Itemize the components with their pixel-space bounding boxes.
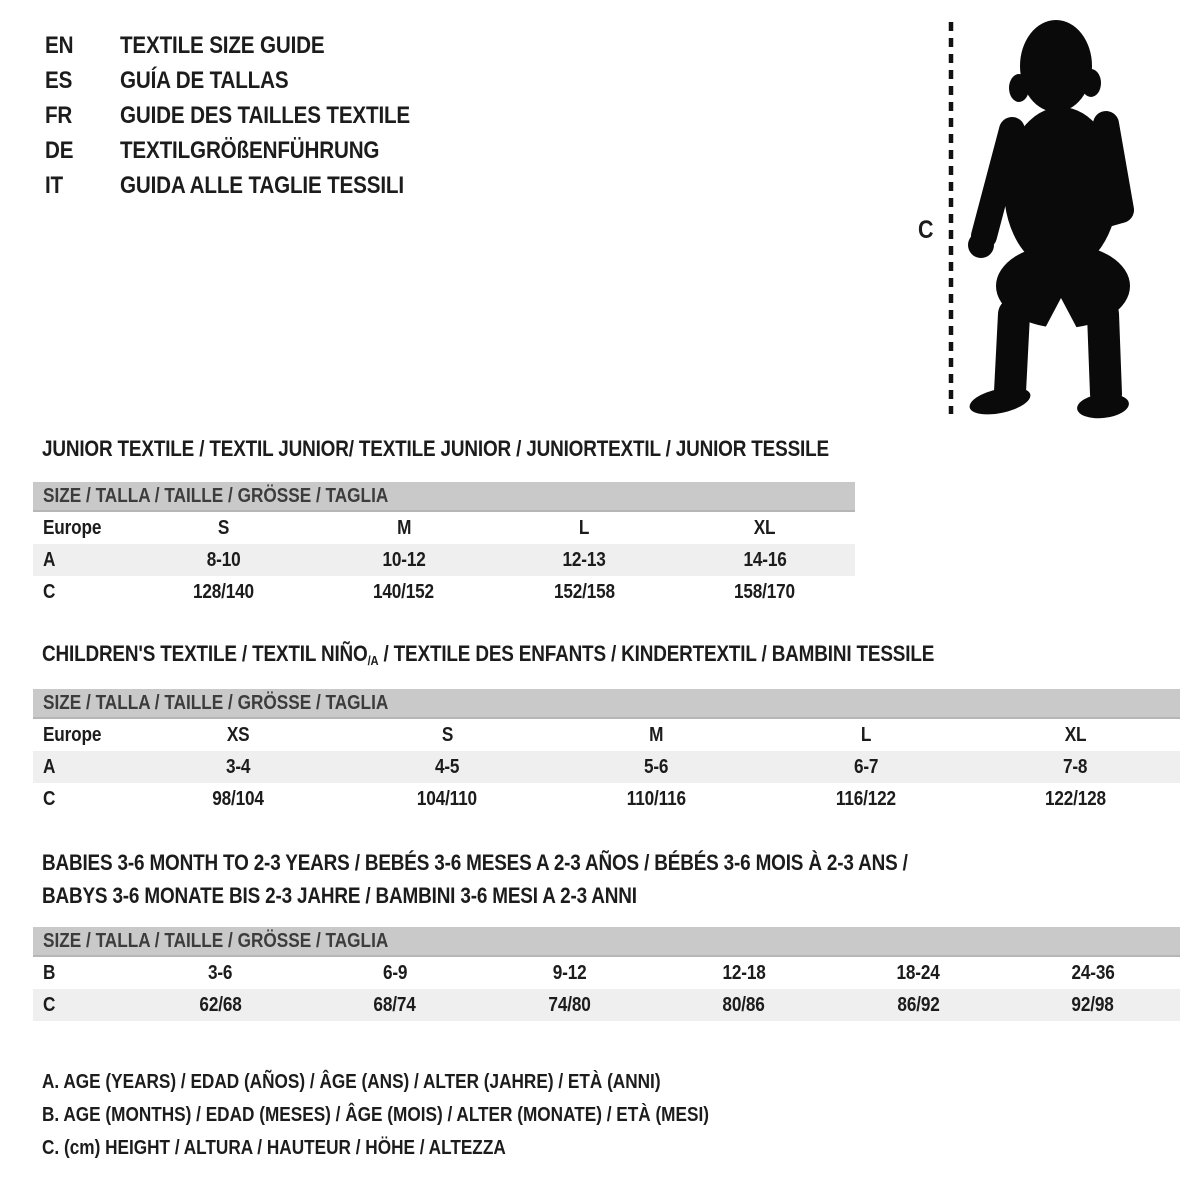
size-value-cell: 74/80 — [548, 993, 591, 1016]
size-value-cell: 80/86 — [722, 993, 765, 1016]
children-age-row — [33, 751, 1180, 783]
children-section-title: CHILDREN'S TEXTILE / TEXTIL NIÑO/A / TEXTILE DES ENFANTS / KINDERTEXTIL / BAMBINI TESSILE — [42, 641, 935, 668]
baby-left-hand — [968, 232, 994, 258]
babies-size-header-bar — [33, 927, 1180, 957]
junior-height-row — [33, 576, 855, 608]
language-title: GUÍA DE TALLAS — [120, 66, 289, 94]
language-title: TEXTILGRÖßENFÜHRUNG — [120, 136, 380, 164]
size-header-label: SIZE / TALLA / TAILLE / GRÖSSE / TAGLIA — [43, 691, 389, 714]
row-label: C — [43, 993, 56, 1016]
size-value-cell: 140/152 — [373, 580, 435, 603]
size-value-cell: 104/110 — [417, 787, 478, 810]
size-value-cell: 4-5 — [434, 755, 460, 778]
size-header-label: SIZE / TALLA / TAILLE / GRÖSSE / TAGLIA — [43, 484, 389, 507]
size-value-cell: 86/92 — [897, 993, 940, 1016]
size-value-cell: 116/122 — [835, 787, 896, 810]
legend-line-c: C. (cm) HEIGHT / ALTURA / HAUTEUR / HÖHE / ALTEZZA — [42, 1137, 506, 1159]
size-value-cell: XL — [1064, 723, 1087, 746]
size-value-cell: 24-36 — [1071, 961, 1115, 984]
size-value-cell: S — [217, 516, 229, 539]
size-header-label: SIZE / TALLA / TAILLE / GRÖSSE / TAGLIA — [43, 929, 389, 952]
size-value-cell: XS — [226, 723, 249, 746]
row-label: C — [43, 580, 56, 603]
baby-left-leg — [1010, 314, 1014, 392]
size-value-cell: 6-9 — [382, 961, 407, 984]
junior-size-header-bar — [33, 482, 855, 512]
size-value-cell: 98/104 — [211, 787, 264, 810]
baby-right-foot — [1076, 391, 1130, 420]
row-label: B — [43, 961, 56, 984]
size-value-cell: 9-12 — [552, 961, 587, 984]
language-code: DE — [45, 136, 74, 164]
row-label: C — [43, 787, 56, 810]
size-value-cell: L — [860, 723, 872, 746]
size-value-cell: S — [441, 723, 453, 746]
language-row — [45, 168, 457, 203]
size-value-cell: XL — [753, 516, 776, 539]
size-value-cell: 3-6 — [208, 961, 233, 984]
size-value-cell: 122/128 — [1044, 787, 1106, 810]
size-value-cell: 8-10 — [206, 548, 241, 571]
row-label: Europe — [43, 723, 102, 746]
junior-age-row — [33, 544, 855, 576]
legend-line-a: A. AGE (YEARS) / EDAD (AÑOS) / ÂGE (ANS) / ALTER (JAHRE) / ETÀ (ANNI) — [42, 1071, 661, 1093]
size-value-cell: 6-7 — [853, 755, 879, 778]
language-code: IT — [45, 171, 64, 199]
language-row — [45, 63, 457, 98]
junior-section-title: JUNIOR TEXTILE / TEXTIL JUNIOR/ TEXTILE JUNIOR / JUNIORTEXTIL / JUNIOR TESSILE — [42, 436, 829, 461]
babies-section-title-line2: BABYS 3-6 MONATE BIS 2-3 JAHRE / BAMBINI 3-6 MESI A 2-3 ANNI — [42, 883, 637, 908]
size-value-cell: 68/74 — [373, 993, 416, 1016]
size-value-cell: 5-6 — [644, 755, 669, 778]
baby-right-leg — [1103, 314, 1106, 394]
size-value-cell: 62/68 — [199, 993, 242, 1016]
legend-block — [42, 1066, 818, 1165]
baby-silhouette-figure — [940, 14, 1150, 424]
baby-left-ear — [1009, 74, 1029, 102]
children-europe-row — [33, 719, 1180, 751]
language-row — [45, 28, 457, 63]
size-value-cell: 10-12 — [382, 548, 426, 571]
babies-height-row — [33, 989, 1180, 1021]
size-value-cell: 158/170 — [734, 580, 796, 603]
baby-left-arm — [984, 130, 1012, 236]
size-value-cell: 12-18 — [722, 961, 766, 984]
size-value-cell: L — [579, 516, 590, 539]
children-height-row — [33, 783, 1180, 815]
size-value-cell: 18-24 — [896, 961, 940, 984]
size-value-cell: 7-8 — [1063, 755, 1088, 778]
size-value-cell: 14-16 — [743, 548, 787, 571]
row-label: Europe — [43, 516, 102, 539]
children-size-header-bar — [33, 689, 1180, 719]
size-value-cell: 110/116 — [626, 787, 687, 810]
language-row — [45, 98, 457, 133]
language-code: ES — [45, 66, 73, 94]
size-value-cell: M — [649, 723, 664, 746]
language-title: GUIDE DES TAILLES TEXTILE — [120, 101, 411, 129]
babies-section-title-line1: BABIES 3-6 MONTH TO 2-3 YEARS / BEBÉS 3-6 MESES A 2-3 AÑOS / BÉBÉS 3-6 MOIS À 2-3 ANS / — [42, 850, 908, 875]
language-title-block — [45, 28, 457, 203]
row-label: A — [43, 755, 56, 778]
language-title: TEXTILE SIZE GUIDE — [120, 31, 325, 59]
size-value-cell: 128/140 — [192, 580, 254, 603]
baby-head — [1020, 20, 1092, 112]
row-label: A — [43, 548, 56, 571]
language-code: FR — [45, 101, 73, 129]
language-title: GUIDA ALLE TAGLIE TESSILI — [120, 171, 404, 199]
children-title-sub: /A — [367, 653, 379, 668]
language-code: EN — [45, 31, 74, 59]
size-value-cell: 152/158 — [553, 580, 615, 603]
size-value-cell: M — [396, 516, 411, 539]
baby-right-upper-arm — [1106, 124, 1121, 210]
babies-age-row — [33, 957, 1180, 989]
baby-right-ear — [1081, 69, 1101, 97]
figure-measure-label: C — [918, 216, 934, 244]
language-row — [45, 133, 457, 168]
size-value-cell: 12-13 — [562, 548, 606, 571]
baby-right-forearm — [1100, 212, 1121, 218]
size-value-cell: 92/98 — [1071, 993, 1114, 1016]
junior-europe-row — [33, 512, 855, 544]
size-value-cell: 3-4 — [225, 755, 250, 778]
legend-line-b: B. AGE (MONTHS) / EDAD (MESES) / ÂGE (MOIS) / ALTER (MONATE) / ETÀ (MESI) — [42, 1104, 709, 1126]
